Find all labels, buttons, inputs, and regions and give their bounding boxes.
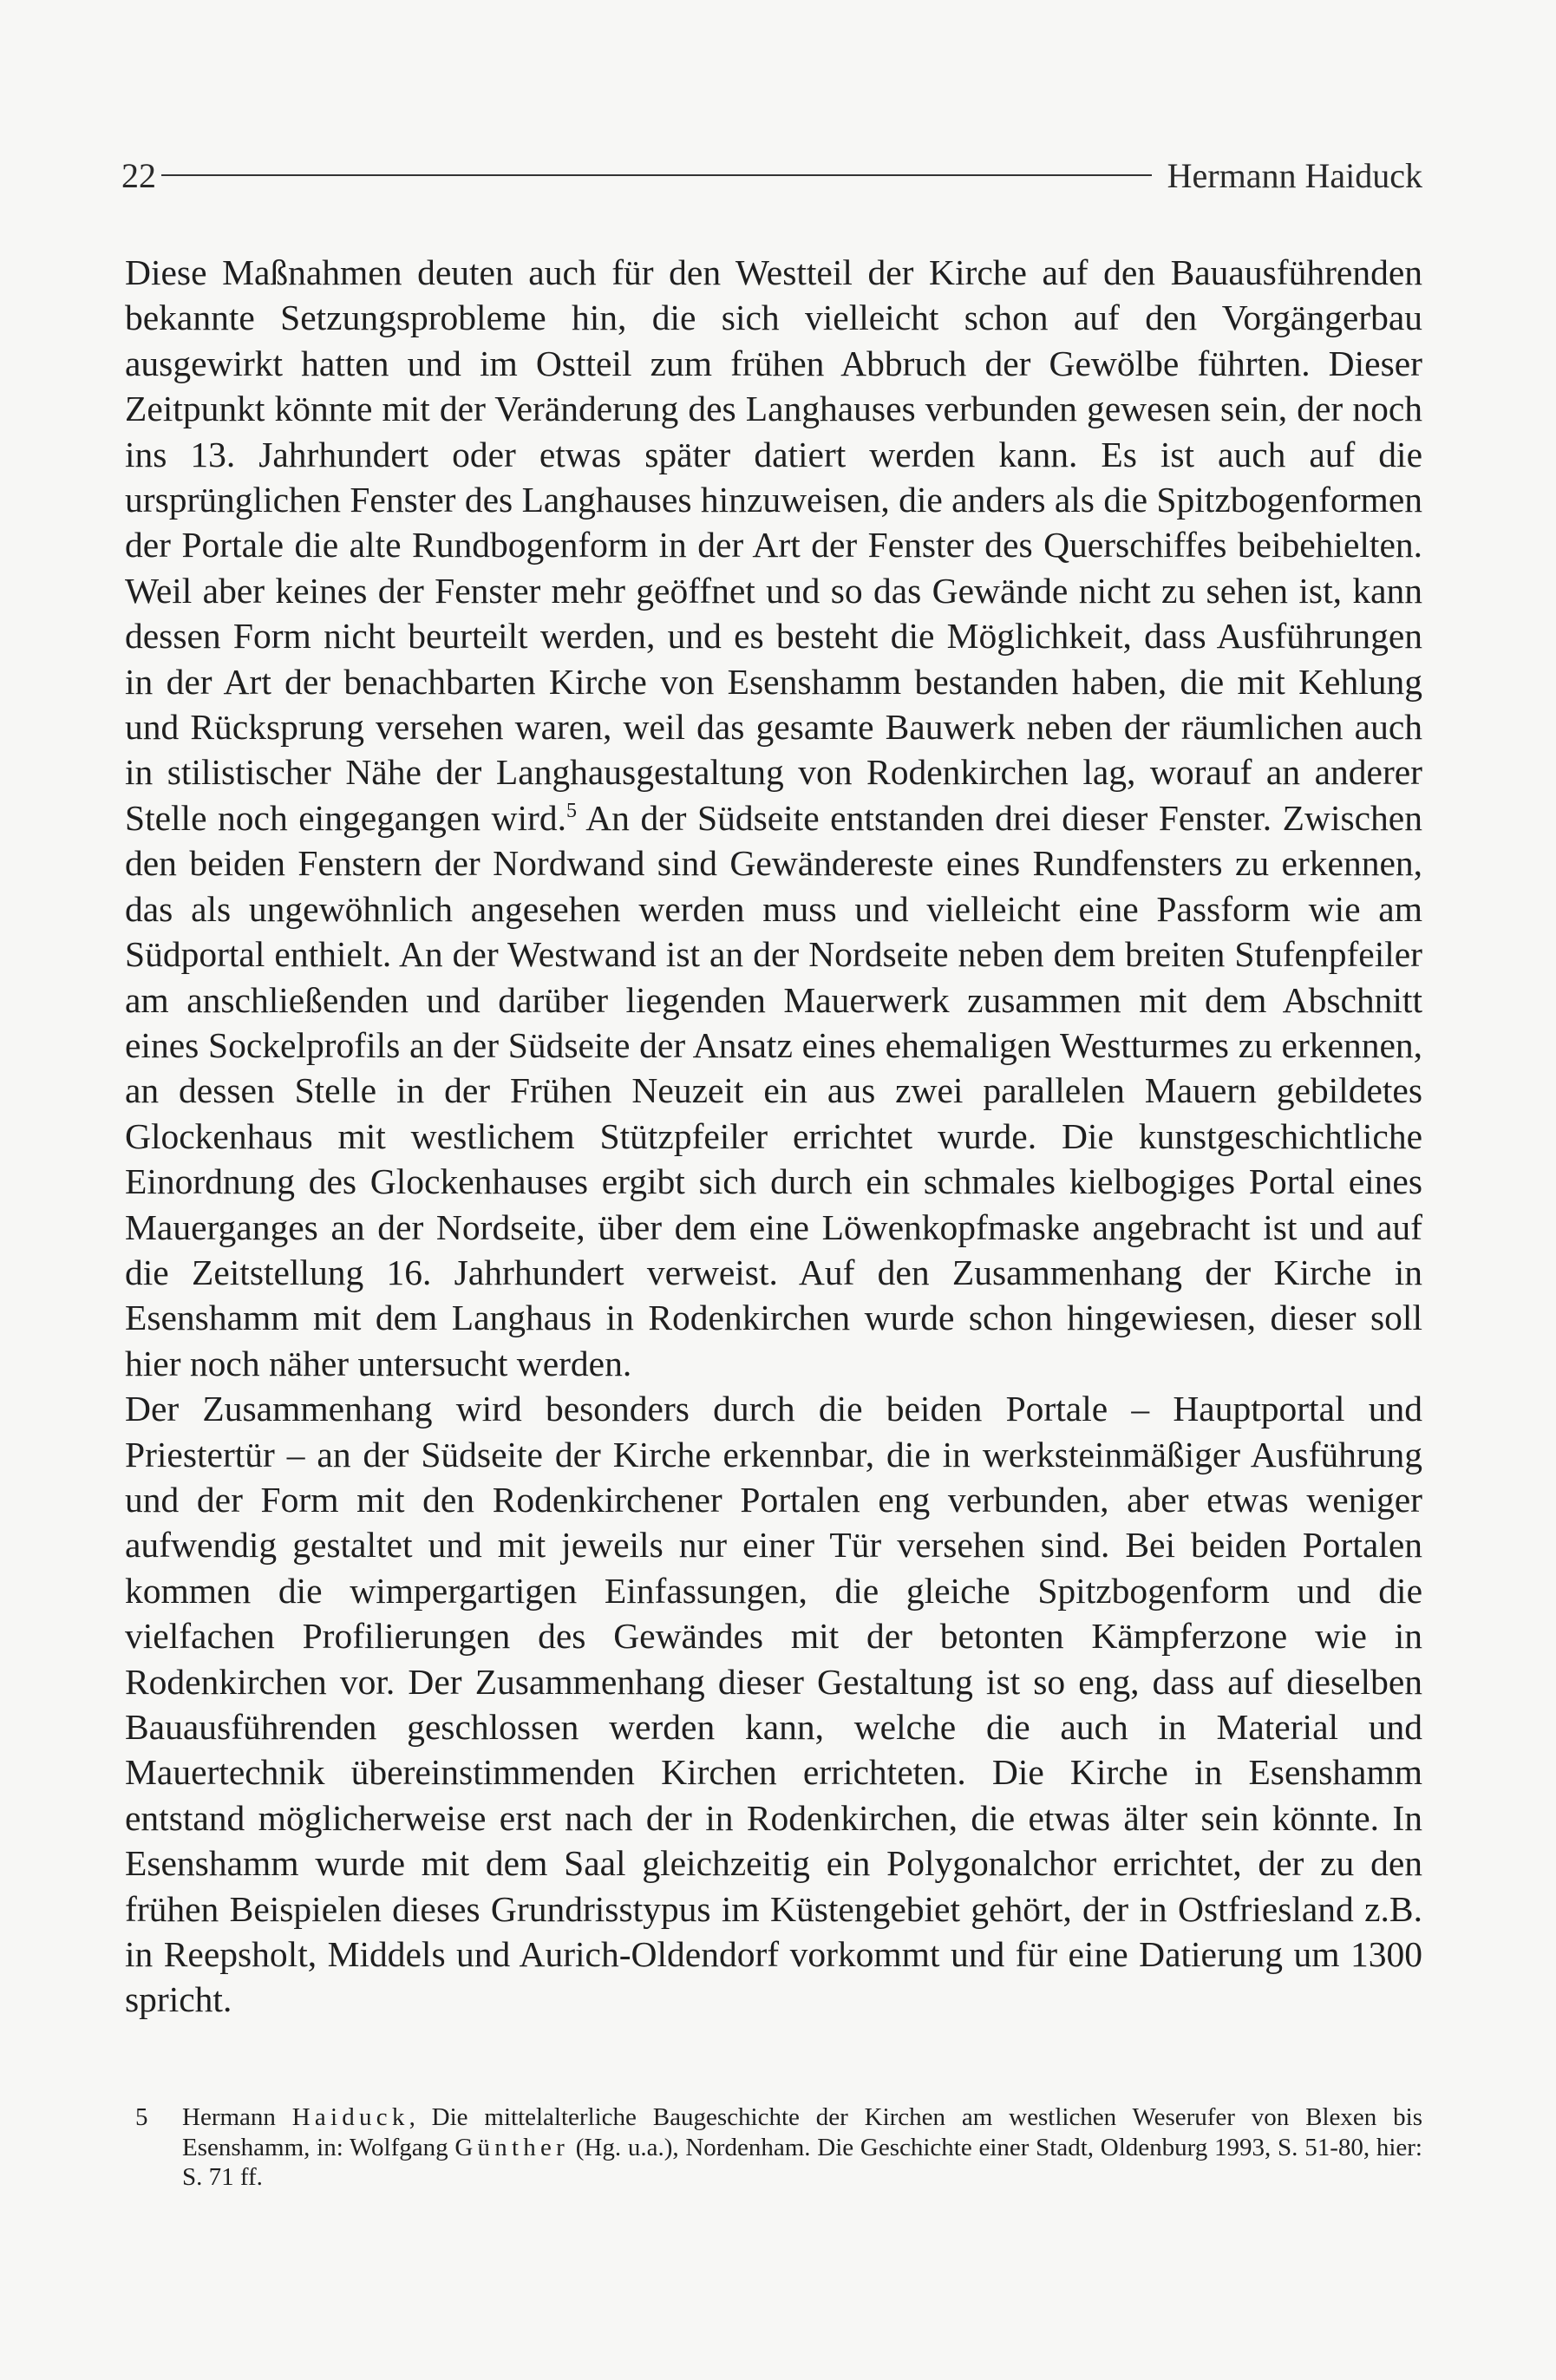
running-head (121, 149, 1422, 201)
footnote (135, 2102, 1422, 2193)
body-text (125, 250, 1422, 2023)
page-number: 22 (121, 155, 156, 195)
paragraph: Der Zusammenhang wird besonders durch die beiden Portale – Hauptportal und Priestertür – an der Südseite der Kirche erkennbar, die in werksteinmäßiger Ausführung und der Form mit den Rodenkirchener Portalen eng verbunden, aber etwas weniger aufwendig gestaltet und mit jeweils nur einer Tür versehen sind. Bei beiden Portalen kommen die wimpergartigen Einfassungen, die gleiche Spitzbogenform und die vielfachen Profilierungen des Gewändes mit der betonten Kämpferzone wie in Rodenkirchen vor. Der Zusammenhang dieser Gestaltung ist so eng, dass auf dieselben Bauausführenden geschlossen werden kann, welche die auch in Material und Mauertechnik übereinstimmenden Kirchen errichteten. Die Kirche in Esenshamm entstand möglicherweise erst nach der in Rodenkirchen, die etwas älter sein könnte. In Esenshamm wurde mit dem Saal gleichzeitig ein Polygonalchor errichtet, der zu den frühen Beispielen dieses Grundrisstypus im Küstengebiet gehört, der in Ostfriesland z.B. in Reepsholt, Middels und Aurich-Oldendorf vorkommt und für eine Datierung um 1300 spricht. (125, 1389, 1422, 2020)
paragraph (125, 250, 1422, 1386)
header-rule (161, 174, 1152, 176)
paragraph-text: Diese Maßnahmen deuten auch für den Westteil der Kirche auf den Bauausführenden bekannte Setzungsprobleme hin, die sich vielleicht schon auf den Vorgängerbau ausgewirkt hatten und im Ostteil zum frühen Abbruch der Gewölbe führten. Dieser Zeitpunkt könnte mit der Veränderung des Langhauses verbunden gewesen sein, der noch ins 13. Jahrhundert oder etwas später datiert werden kann. Es ist auch auf die ursprünglichen Fenster des Langhauses hinzuweisen, die anders als die Spitzbogenformen der Portale die alte Rundbogenform in der Art der Fenster des Querschiffes beibehielten. Weil aber keines der Fenster mehr geöffnet und so das Gewände nicht zu sehen ist, kann dessen Form nicht beurteilt werden, und es besteht die Möglichkeit, dass Ausführungen in der Art der benachbarten Kirche von Esenshamm bestanden haben, die mit Kehlung und Rücksprung versehen waren, weil das gesamte Bauwerk neben der räumlichen auch in stilistischer Nähe der Langhausgestaltung von Rodenkirchen lag, worauf an anderer Stelle noch eingegangen wird. (125, 252, 1422, 838)
footnote-author-first: Hermann (182, 2103, 292, 2131)
footnote-citation: , Die mittelalterliche Baugeschichte der Kirchen am westlichen Weserufer von Blexen bis Esenshamm, in: Wolfgang (182, 2103, 1422, 2161)
footnote-text (182, 2102, 1422, 2193)
footnote-citation-end: (Hg. u.a.), Nordenham. Die Geschichte einer Stadt, Oldenburg 1993, S. 51-80, hier: S. 71 ff. (182, 2133, 1422, 2191)
footnote-number: 5 (135, 2103, 148, 2131)
footnote-author-last: Haiduck (291, 2103, 409, 2131)
footnote-reference: 5 (566, 800, 577, 823)
paragraph-text: An der Südseite entstanden drei dieser Fenster. Zwischen den beiden Fenstern der Nordwand sind Gewändereste eines Rundfensters zu erkennen, das als ungewöhnlich angesehen werden muss und vielleicht eine Passform wie am Südportal enthielt. An der Westwand ist an der Nordseite neben dem breiten Stufenpfeiler am anschließenden und darüber liegenden Mauerwerk zusammen mit dem Abschnitt eines Sockelprofils an der Südseite der Ansatz eines ehemaligen Westturmes zu erkennen, an dessen Stelle in der Frühen Neuzeit ein aus zwei parallelen Mauern gebildetes Glockenhaus mit westlichem Stützpfeiler errichtet wurde. Die kunstgeschichtliche Einordnung des Glockenhauses ergibt sich durch ein schmales kielbogiges Portal eines Mauerganges an der Nordseite, über dem eine Löwenkopfmaske angebracht ist und auf die Zeitstellung 16. Jahrhundert verweist. Auf den Zusammenhang der Kirche in Esenshamm mit dem Langhaus in Rodenkirchen wurde schon hingewiesen, dieser soll hier noch näher untersucht werden. (125, 797, 1422, 1383)
running-head-author: Hermann Haiduck (1167, 155, 1422, 195)
footnote-editor-last: Günther (454, 2133, 569, 2161)
